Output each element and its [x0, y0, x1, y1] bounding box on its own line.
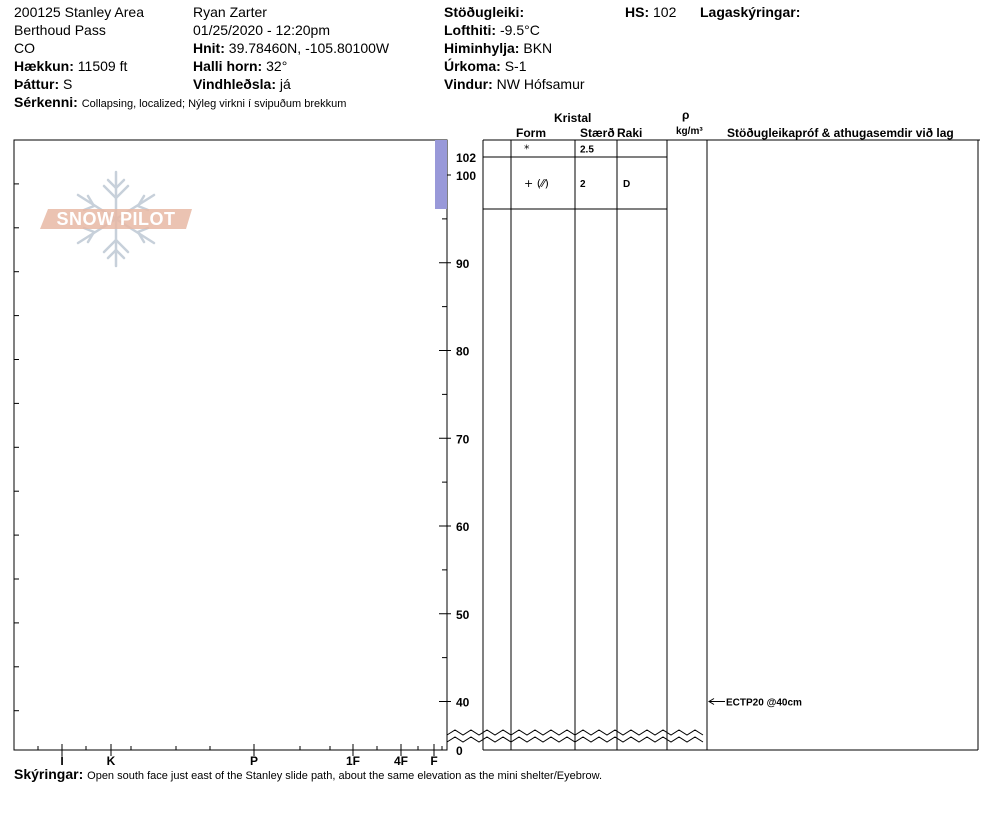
- layer-notes-label: Lagaskýringar:: [700, 4, 801, 20]
- sky-value: BKN: [523, 40, 553, 56]
- wind-load-label: Vindhleðsla:: [193, 76, 276, 92]
- chart-structure: [14, 140, 980, 756]
- chart-layers: [435, 140, 802, 709]
- footer-notes-row: [14, 766, 602, 785]
- depth-label-zero: 0: [456, 744, 463, 758]
- hardness-panel-frame: [14, 140, 447, 750]
- location-text: 200125 Stanley Area: [14, 4, 144, 20]
- hardness-bar: [435, 140, 447, 157]
- chart-labels: [60, 151, 476, 768]
- state-text: CO: [14, 40, 35, 56]
- wind-value: NW Hófsamur: [496, 76, 585, 92]
- hs-label: HS:: [625, 4, 650, 20]
- depth-label: 102: [456, 151, 477, 165]
- logo-text: SNOW PILOT: [56, 209, 176, 229]
- hardness-label: K: [106, 754, 116, 768]
- rho-header: ρ: [682, 108, 690, 122]
- snowpilot-logo: [40, 172, 192, 266]
- sky-label: Himinhylja:: [444, 40, 520, 56]
- stability-tests-header: Stöðugleikapróf & athugasemdir við lag: [727, 126, 954, 140]
- datetime-text: 01/25/2020 - 12:20pm: [193, 22, 330, 38]
- layer-form: *: [524, 142, 530, 156]
- hardness-label: P: [249, 754, 259, 768]
- features-label: Sérkenni:: [14, 94, 78, 110]
- layer-size: 2: [580, 179, 586, 190]
- coords-label: Hnit:: [193, 40, 225, 56]
- depth-label: 100: [456, 169, 477, 183]
- area-text: Berthoud Pass: [14, 22, 106, 38]
- depth-label: 70: [456, 432, 470, 447]
- hardness-label: 1F: [345, 754, 361, 768]
- layer-form: + (⁄⁄): [524, 177, 549, 190]
- size-header: Stærð: [580, 126, 615, 140]
- wind-label: Vindur:: [444, 76, 493, 92]
- hardness-label: I: [60, 754, 64, 768]
- depth-label: 60: [456, 520, 470, 534]
- density-unit-header: kg/m³: [676, 126, 703, 137]
- aspect-value: S: [63, 76, 73, 92]
- air-temp-value: -9.5°C: [499, 22, 540, 38]
- stability-test-label: ECTP20 @40cm: [726, 697, 802, 709]
- footer-notes-value: Open south face just east of the Stanley slide path, about the same elevation as the mini shelter/Eyebrow.: [87, 770, 603, 782]
- aspect-label: Þáttur:: [14, 76, 60, 92]
- depth-label: 50: [456, 607, 470, 622]
- hs-value: 102: [653, 4, 677, 20]
- precip-label: Úrkoma:: [444, 58, 501, 74]
- layer-moisture: D: [623, 179, 631, 190]
- depth-label: 90: [456, 256, 470, 271]
- slope-value: 32°: [266, 58, 288, 74]
- depth-label: 40: [456, 695, 470, 710]
- moisture-header: Raki: [617, 126, 643, 140]
- hardness-label: 4F: [393, 754, 409, 768]
- observer-text: Ryan Zarter: [193, 4, 267, 20]
- wind-load-value: já: [279, 76, 291, 92]
- precip-value: S-1: [504, 58, 527, 74]
- form-header: Form: [516, 126, 546, 140]
- slope-label: Halli horn:: [193, 58, 263, 74]
- layer-size: 2.5: [580, 144, 594, 156]
- stability-label: Stöðugleiki:: [444, 4, 525, 20]
- features-value: Collapsing, localized; Nýleg virkni í svipuðum brekkum: [81, 98, 347, 110]
- hardness-label: F: [430, 754, 438, 768]
- footer-notes-label: Skýringar:: [14, 766, 84, 782]
- air-temp-label: Lofthiti:: [444, 22, 497, 38]
- elevation-value: 11509 ft: [77, 58, 128, 74]
- elevation-label: Hækkun:: [14, 58, 74, 74]
- hardness-bar: [435, 157, 447, 209]
- coords-value: 39.78460N, -105.80100W: [228, 40, 390, 56]
- depth-label: 80: [456, 344, 470, 359]
- crystal-header: Kristal: [554, 111, 592, 125]
